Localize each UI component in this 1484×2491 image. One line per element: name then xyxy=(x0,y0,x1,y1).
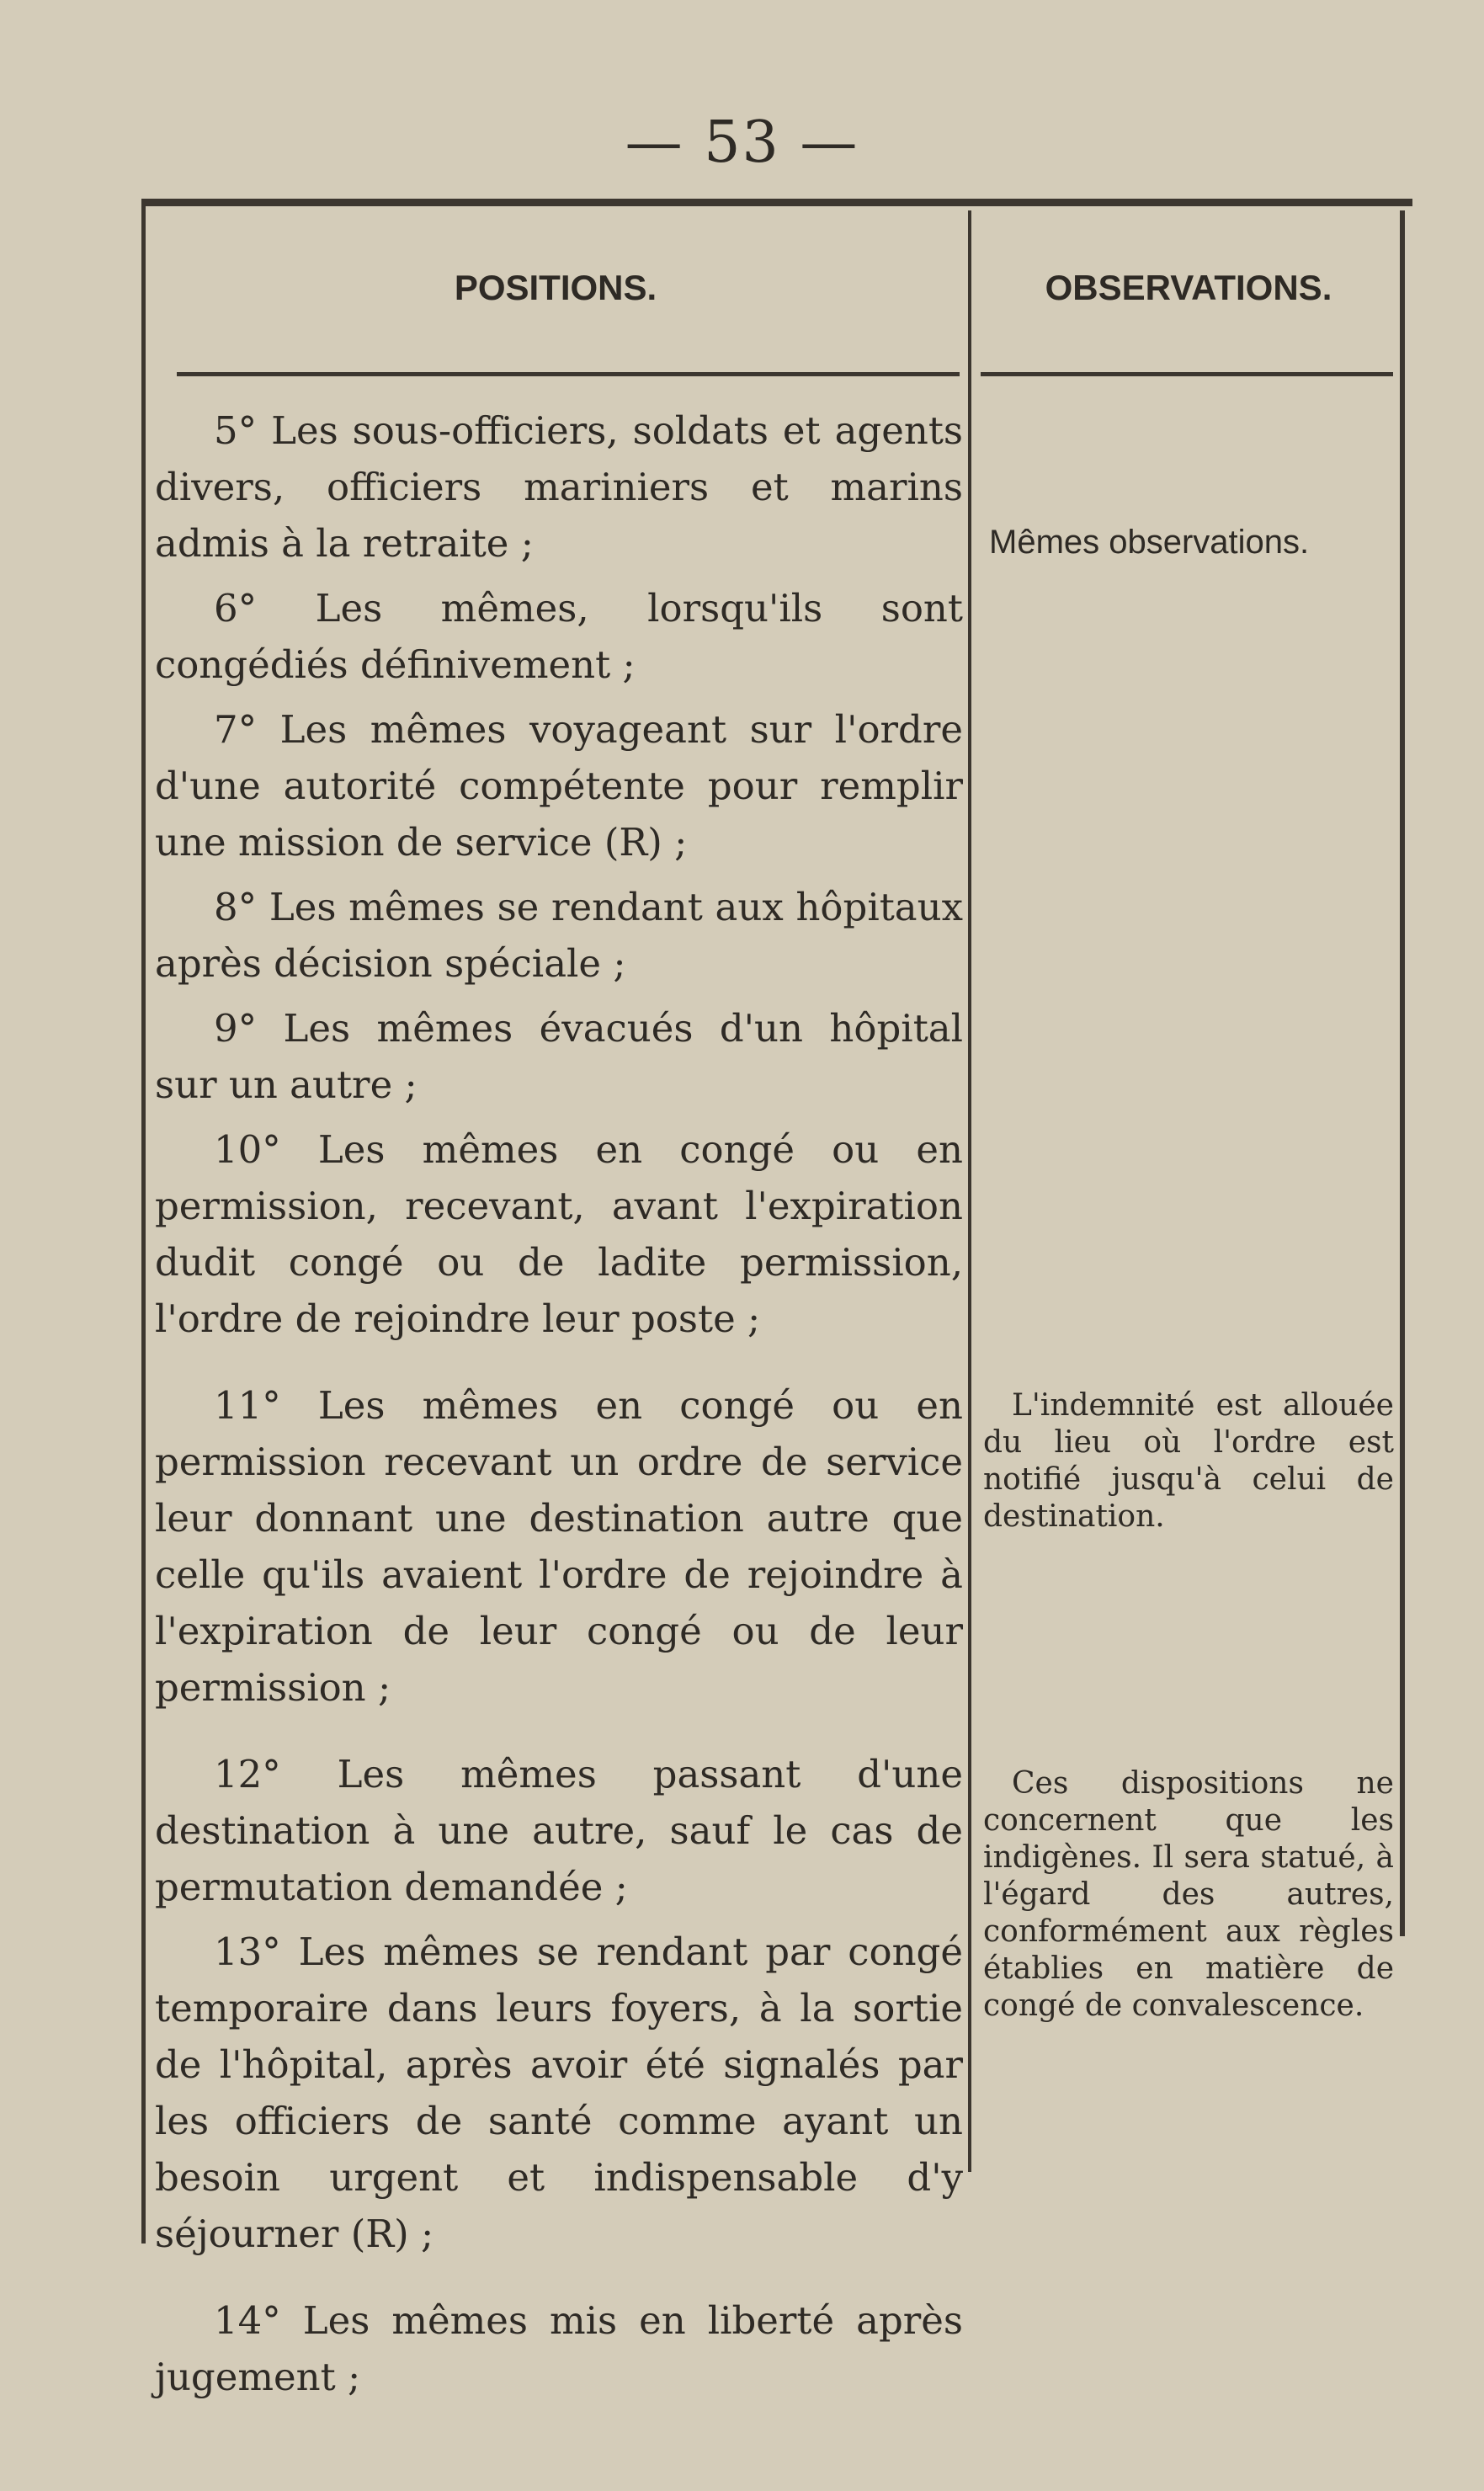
table-left-border xyxy=(141,206,146,2243)
position-item-8: 8° Les mêmes se rendant aux hôpitaux après décision spéciale ; xyxy=(155,885,963,986)
observations-header: OBSERVATIONS. xyxy=(1045,268,1332,307)
observation-dispositions: Ces dispositions ne concernent que les indigènes. Il sera statué, à l'égard des autres, conformément aux règles établies en matière de congé de convalescence. xyxy=(983,1766,1394,2023)
position-item-5: 5° Les sous-officiers, soldats et agents divers, officiers mariniers et marins admis à la retraite ; xyxy=(155,408,963,566)
table-top-rule xyxy=(141,199,1412,206)
position-item-9: 9° Les mêmes évacués d'un hôpital sur un autre ; xyxy=(155,1006,963,1107)
position-item-7: 7° Les mêmes voyageant sur l'ordre d'une autorité compétente pour remplir une mission de service (R) ; xyxy=(155,707,963,865)
position-item-14: 14° Les mêmes mis en liberté après jugement ; xyxy=(155,2298,963,2399)
positions-header: POSITIONS. xyxy=(454,268,657,307)
observations-header-rule xyxy=(981,372,1393,376)
position-item-12: 12° Les mêmes passant d'une destination à une autre, sauf le cas de permutation demandée ; xyxy=(155,1752,963,1909)
position-item-10: 10° Les mêmes en congé ou en permission, recevant, avant l'expiration dudit congé ou de ladite permission, l'ordre de rejoindre leur poste ; xyxy=(155,1127,963,1341)
position-item-13: 13° Les mêmes se rendant par congé temporaire dans leurs foyers, à la sortie de l'hôpital, après avoir été signalés par les officiers de santé comme ayant un besoin urgent et indispensable d'y séjourner (R) ; xyxy=(155,1929,963,2256)
positions-header-rule xyxy=(177,372,960,376)
table-right-border xyxy=(1400,210,1405,1936)
page-number: — 53 — xyxy=(625,109,859,176)
position-item-6: 6° Les mêmes, lorsqu'ils sont congédiés définivement ; xyxy=(155,586,963,687)
positions-column xyxy=(155,402,963,2414)
observation-same: Mêmes observations. xyxy=(989,524,1310,561)
column-divider xyxy=(968,210,971,2172)
position-item-11: 11° Les mêmes en congé ou en permission recevant un ordre de service leur donnant une destination autre que celle qu'ils avaient l'ordre de rejoindre à l'expiration de leur congé ou de leur permission ; xyxy=(155,1383,963,1710)
observation-indemnity: L'indemnité est allouée du lieu où l'ordre est notifié jusqu'à celui de destination. xyxy=(983,1388,1394,1534)
